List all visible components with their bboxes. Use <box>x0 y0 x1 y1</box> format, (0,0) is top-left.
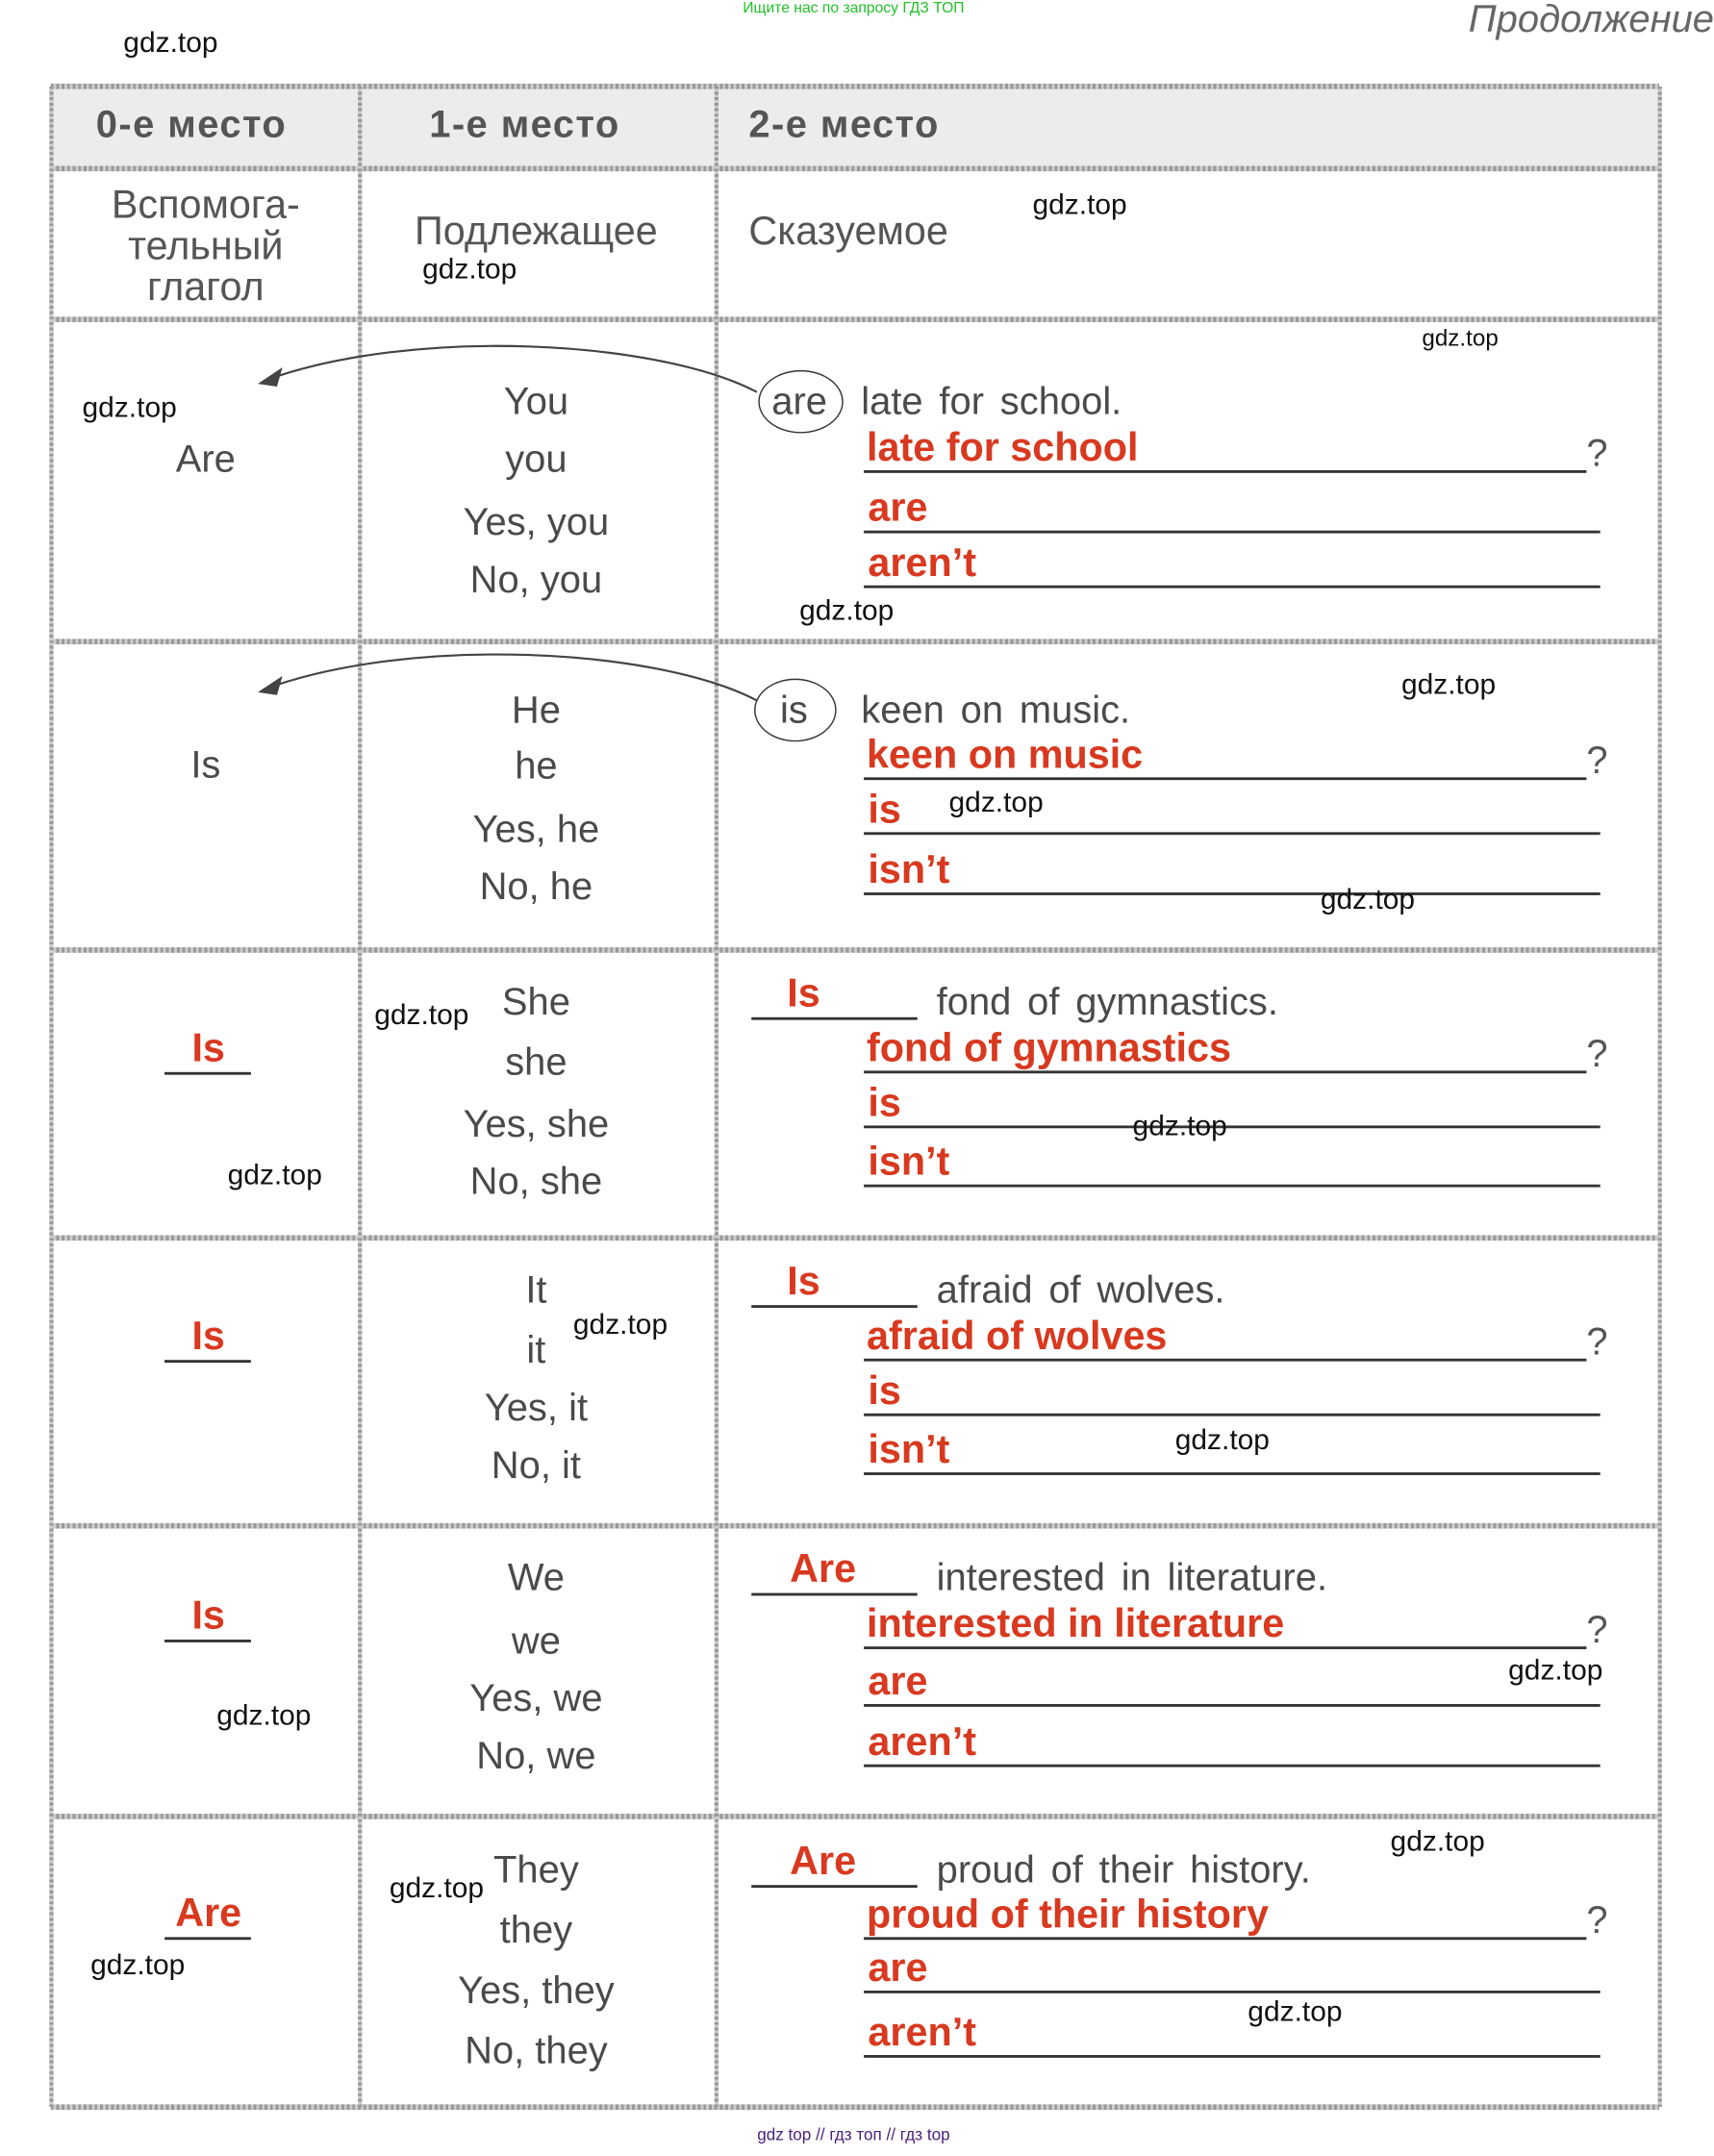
table-rule <box>51 316 1659 322</box>
predicate-text: afraid of wolves. <box>936 1267 1225 1311</box>
watermark-text: gdz.top <box>216 1699 312 1732</box>
answer-line <box>864 531 1601 533</box>
question-mark: ? <box>1586 739 1608 782</box>
answer-line <box>864 1359 1586 1361</box>
verb-blank <box>751 1017 917 1019</box>
subject-text: No, she <box>469 1160 603 1203</box>
verb-answer: Are <box>790 1547 857 1592</box>
answer-text: late for school <box>866 426 1139 470</box>
answer-text: is <box>868 1369 901 1414</box>
table-rule <box>51 1523 1659 1529</box>
watermark-text: gdz.top <box>1400 668 1497 701</box>
watermark-text: gdz.top <box>1508 1654 1603 1687</box>
answer-text: is <box>868 788 901 833</box>
aux-verb: Are <box>175 437 236 480</box>
subject-text: you <box>505 437 567 480</box>
answer-line <box>864 892 1601 894</box>
answer-text: keen on music <box>866 733 1144 778</box>
answer-text: isn’t <box>868 1428 950 1473</box>
subject-text: You <box>503 379 569 423</box>
subject-text: Yes, it <box>484 1386 589 1429</box>
subject-text: it <box>526 1328 546 1371</box>
subject-text: Yes, she <box>463 1102 610 1145</box>
answer-line <box>864 1937 1586 1939</box>
aux-blank <box>164 1360 251 1362</box>
subject-text: They <box>493 1847 579 1891</box>
aux-verb: Is <box>190 742 221 786</box>
watermark-text: gdz.top <box>799 594 895 627</box>
table-rule <box>51 947 1659 953</box>
subject-text: Yes, you <box>463 500 610 543</box>
watermark-text: gdz.top <box>572 1309 668 1341</box>
answer-text: are <box>868 1660 928 1705</box>
table-rule <box>51 1235 1659 1241</box>
answer-line <box>864 586 1601 588</box>
subject-text: She <box>501 980 570 1023</box>
answer-text: are <box>868 1946 928 1991</box>
header-col0: 0-е место <box>95 102 288 146</box>
verb-blank <box>751 1305 917 1307</box>
answer-line <box>864 1070 1586 1072</box>
watermark-text: gdz.top <box>90 1949 186 1981</box>
answer-line <box>864 1185 1601 1187</box>
subject-text: he <box>515 744 558 788</box>
verb-text: is <box>779 688 808 731</box>
subheader-col2: Сказуемое <box>748 210 948 254</box>
subject-text: It <box>525 1267 547 1311</box>
subject-text: Yes, we <box>469 1676 603 1719</box>
answer-line <box>864 1646 1586 1648</box>
subject-text: she <box>505 1040 567 1084</box>
watermark-text: gdz.top <box>948 787 1044 819</box>
verb-blank <box>751 1593 917 1595</box>
table-rule <box>51 639 1659 644</box>
watermark-text: gdz.top <box>1032 188 1127 221</box>
subject-text: Yes, he <box>472 807 600 850</box>
watermark-text: gdz.top <box>422 253 517 286</box>
watermark-text: gdz.top <box>1320 884 1416 916</box>
table-rule <box>51 2104 1659 2110</box>
watermark-text: gdz.top <box>389 1872 485 1905</box>
subject-text: He <box>511 688 561 731</box>
subject-text: they <box>499 1908 573 1951</box>
answer-text: are <box>868 487 928 531</box>
subheader-col0: Вспомога- тельный глагол <box>111 184 300 311</box>
verb-answer: Is <box>787 971 820 1016</box>
answer-text: interested in literature <box>866 1602 1285 1647</box>
verb-answer: Is <box>787 1260 820 1304</box>
question-mark: ? <box>1586 1608 1608 1651</box>
table-rule <box>51 84 1659 89</box>
watermark-text: gdz.top <box>1174 1424 1270 1456</box>
aux-answer: Are <box>175 1892 242 1936</box>
subject-text: No, he <box>479 865 593 908</box>
watermark-text: gdz.top <box>1422 324 1499 351</box>
subject-text: No, it <box>491 1443 581 1487</box>
move-arrow-icon <box>247 340 769 423</box>
aux-blank <box>164 1937 251 1939</box>
table-rule <box>51 1814 1659 1819</box>
column-rule <box>49 87 53 2107</box>
question-mark: ? <box>1586 432 1608 475</box>
question-mark: ? <box>1586 1898 1608 1942</box>
aux-answer: Is <box>191 1315 225 1359</box>
aux-answer: Is <box>191 1026 225 1071</box>
answer-text: isn’t <box>868 1141 950 1185</box>
answer-line <box>864 777 1586 779</box>
subject-text: No, we <box>476 1734 596 1777</box>
answer-text: is <box>868 1081 901 1126</box>
watermark-text: gdz.top <box>1390 1825 1485 1858</box>
answer-text: afraid of wolves <box>866 1315 1168 1359</box>
answer-line <box>864 2055 1601 2057</box>
predicate-text: interested in literature. <box>936 1556 1328 1599</box>
answer-line <box>864 1472 1601 1474</box>
header-col2: 2-е место <box>748 102 940 146</box>
answer-line <box>864 1704 1601 1706</box>
verb-answer: Are <box>790 1840 857 1884</box>
header-col1: 1-е место <box>429 102 620 146</box>
question-mark: ? <box>1586 1032 1608 1075</box>
answer-line <box>864 1414 1601 1416</box>
answer-text: isn’t <box>868 848 950 893</box>
watermark-text: gdz.top <box>227 1160 322 1191</box>
subject-text: We <box>507 1556 565 1599</box>
watermark-text: gdz.top <box>82 391 177 424</box>
aux-blank <box>164 1640 251 1642</box>
answer-text: aren’t <box>868 2011 977 2055</box>
subject-text: we <box>511 1618 561 1662</box>
move-arrow-icon <box>247 648 769 731</box>
answer-line <box>864 1991 1601 1993</box>
top-note: Ищите нас по запросу ГДЗ ТОП <box>743 0 965 17</box>
footer-note: gdz top // гдз топ // гдз top <box>757 2124 950 2144</box>
question-mark: ? <box>1586 1319 1608 1364</box>
watermark-text: gdz.top <box>123 27 218 60</box>
answer-line <box>864 1765 1601 1767</box>
answer-text: proud of their history <box>866 1893 1269 1938</box>
answer-text: aren’t <box>868 541 977 586</box>
predicate-text: fond of gymnastics. <box>936 980 1278 1023</box>
predicate-text: proud of their history. <box>936 1847 1311 1891</box>
subject-text: Yes, they <box>458 1968 615 2012</box>
watermark-text: gdz.top <box>374 999 469 1032</box>
aux-blank <box>164 1072 251 1074</box>
answer-line <box>864 1125 1601 1127</box>
predicate-text: keen on music. <box>861 688 1131 731</box>
predicate-text: late for school. <box>861 379 1122 423</box>
continuation-label: Продолжение <box>1468 0 1714 40</box>
subject-text: No, you <box>469 558 603 601</box>
subject-text: No, they <box>465 2028 608 2072</box>
answer-line <box>864 470 1586 472</box>
subheader-col1: Подлежащее <box>415 210 658 254</box>
table-rule <box>51 165 1659 171</box>
aux-answer: Is <box>191 1593 225 1639</box>
verb-blank <box>751 1885 917 1887</box>
verb-text: are <box>771 379 827 423</box>
watermark-text: gdz.top <box>1132 1110 1227 1142</box>
watermark-text: gdz.top <box>1248 1995 1343 2028</box>
answer-text: fond of gymnastics <box>866 1026 1231 1071</box>
column-rule <box>1658 87 1662 2107</box>
answer-text: aren’t <box>868 1720 977 1765</box>
answer-line <box>864 832 1601 834</box>
